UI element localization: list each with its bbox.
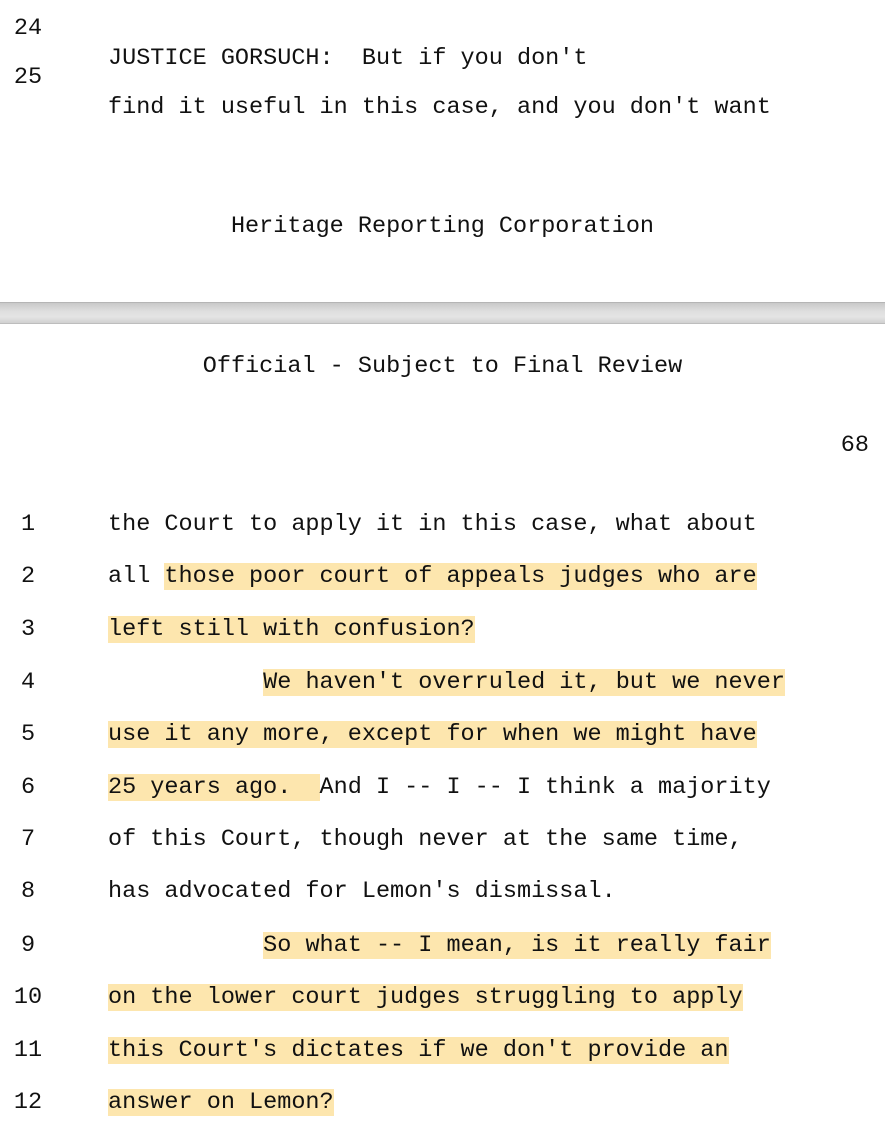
line-number: 6 bbox=[20, 774, 36, 801]
highlighted-text: 25 years ago. bbox=[108, 774, 320, 801]
line-number: 12 bbox=[13, 1089, 43, 1116]
highlighted-text: on the lower court judges struggling to apply bbox=[108, 984, 743, 1011]
line-text bbox=[108, 983, 743, 1013]
line-text bbox=[108, 615, 475, 645]
plain-text: of this Court, though never at the same time, bbox=[108, 826, 743, 853]
plain-text: has advocated for Lemon's dismissal. bbox=[108, 878, 616, 905]
line-number: 11 bbox=[13, 1037, 43, 1064]
plain-text bbox=[108, 669, 263, 696]
highlighted-text: answer on Lemon? bbox=[108, 1089, 334, 1116]
line-text bbox=[108, 1088, 334, 1118]
highlighted-text: use it any more, except for when we might have bbox=[108, 721, 757, 748]
plain-text: And I -- I -- I think a majority bbox=[319, 774, 771, 801]
line-text bbox=[108, 773, 771, 803]
line-text bbox=[108, 1036, 729, 1066]
line-number: 4 bbox=[20, 669, 36, 696]
line-text bbox=[108, 720, 757, 750]
highlighted-text: We haven't overruled it, but we never bbox=[263, 669, 785, 696]
highlighted-text: this Court's dictates if we don't provide an bbox=[108, 1037, 729, 1064]
page-header: Official - Subject to Final Review bbox=[202, 353, 683, 380]
line-text: JUSTICE GORSUCH: But if you don't bbox=[108, 45, 588, 72]
transcript-page-bottom bbox=[0, 324, 885, 1134]
line-number: 8 bbox=[20, 878, 36, 905]
transcript-line-24 bbox=[0, 0, 588, 72]
line-number: 5 bbox=[20, 721, 36, 748]
line-number: 7 bbox=[20, 826, 36, 853]
highlighted-text: left still with confusion? bbox=[108, 616, 475, 643]
page-separator bbox=[0, 302, 885, 324]
transcript-page-top bbox=[0, 0, 885, 302]
plain-text: the Court to apply it in this case, what about bbox=[108, 511, 757, 538]
line-text bbox=[108, 562, 757, 592]
plain-text bbox=[108, 932, 263, 959]
line-text bbox=[108, 931, 771, 961]
line-number: 1 bbox=[20, 511, 36, 538]
line-number: 9 bbox=[20, 932, 36, 959]
line-number: 10 bbox=[13, 984, 43, 1011]
line-number: 24 bbox=[13, 15, 43, 42]
plain-text: all bbox=[108, 563, 165, 590]
line-text bbox=[108, 510, 757, 540]
page-footer: Heritage Reporting Corporation bbox=[230, 213, 655, 240]
highlighted-text: So what -- I mean, is it really fair bbox=[263, 932, 771, 959]
line-number: 3 bbox=[20, 616, 36, 643]
line-number: 2 bbox=[20, 563, 36, 590]
page-number: 68 bbox=[840, 432, 869, 459]
line-text bbox=[108, 668, 785, 698]
highlighted-text: those poor court of appeals judges who are bbox=[164, 563, 757, 590]
line-text bbox=[108, 825, 743, 855]
line-text bbox=[108, 877, 616, 907]
line-number: 25 bbox=[13, 64, 43, 91]
line-text: find it useful in this case, and you don't want bbox=[108, 94, 771, 121]
